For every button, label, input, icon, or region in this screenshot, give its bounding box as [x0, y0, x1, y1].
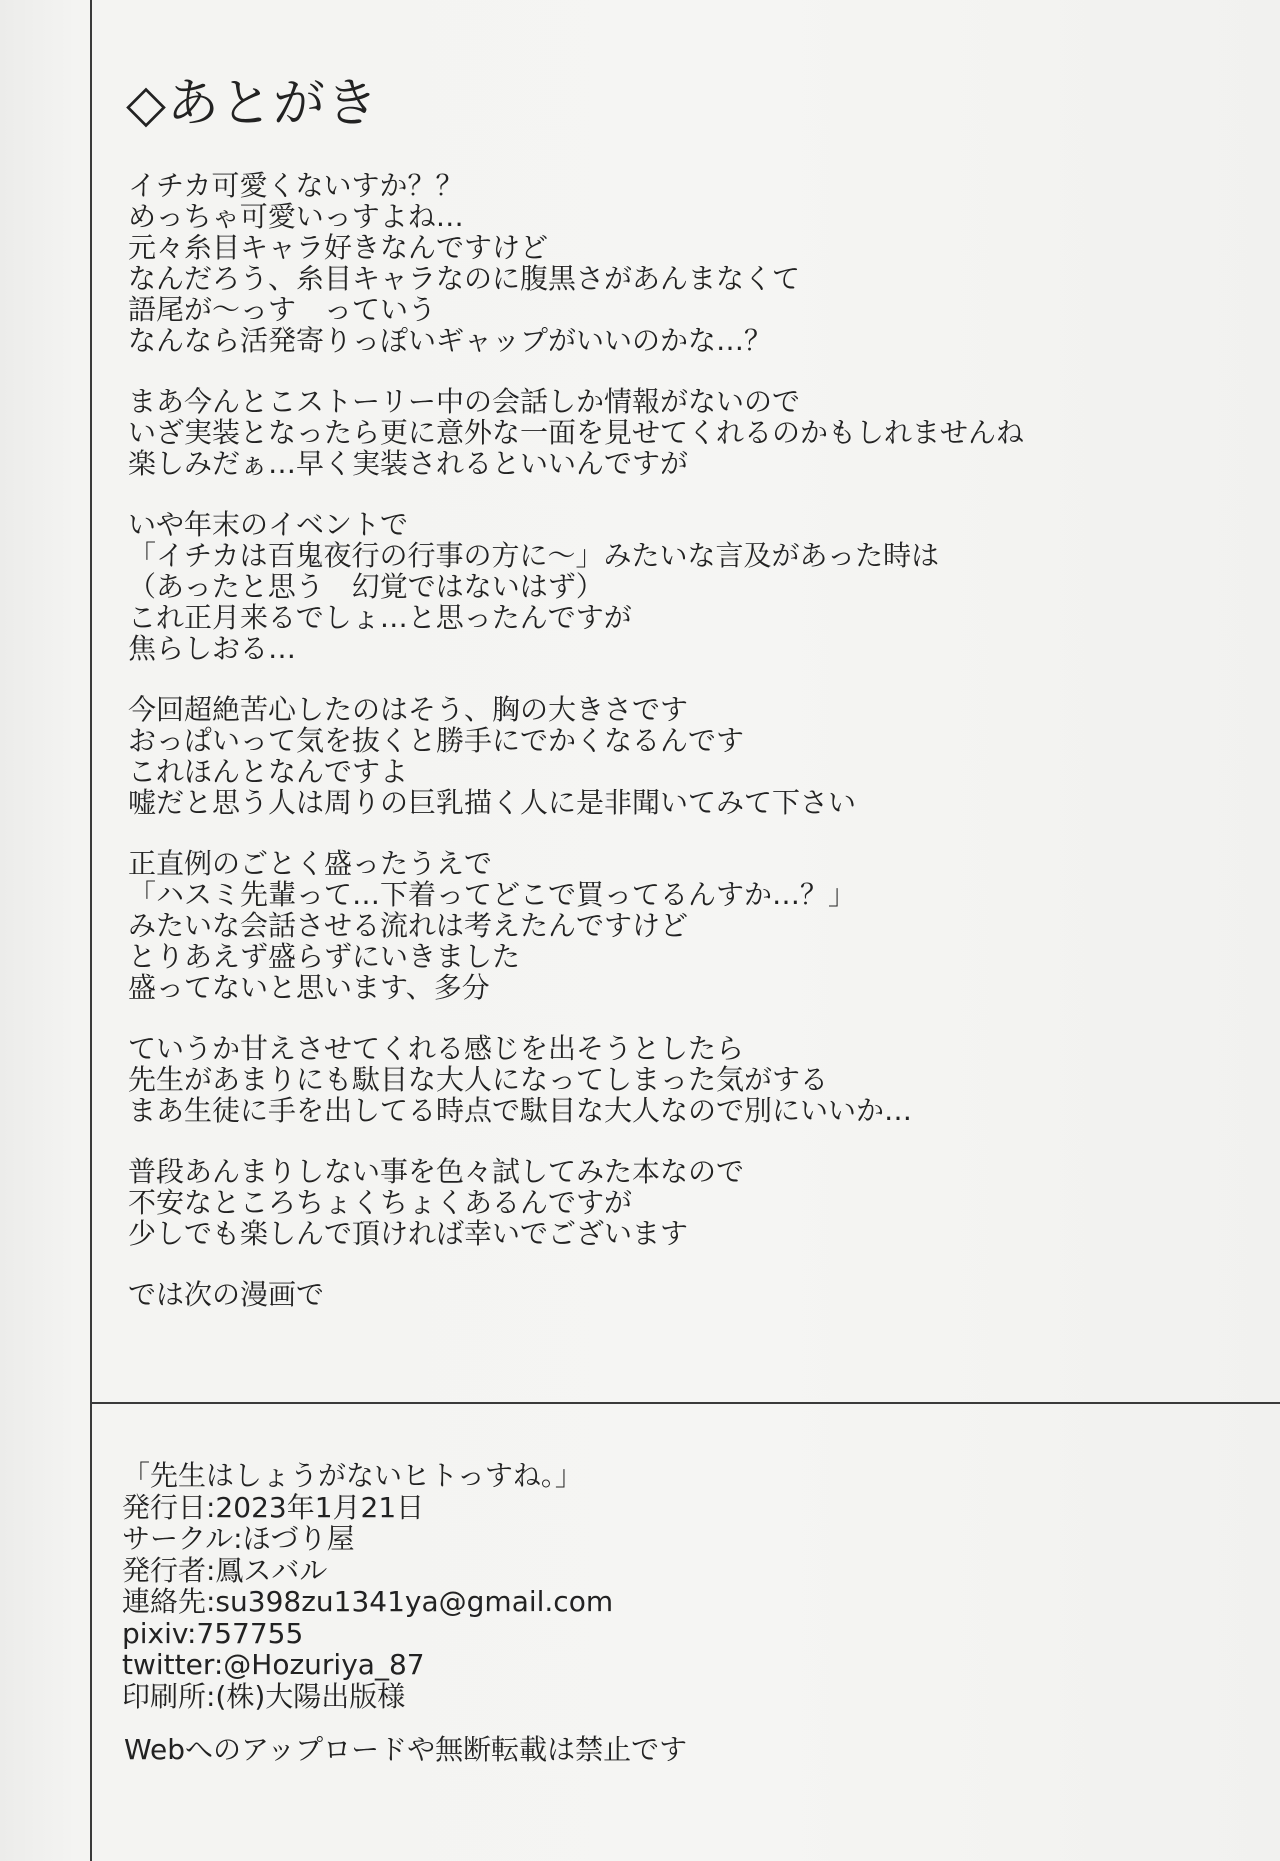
afterword-paragraph [128, 848, 1248, 1003]
afterword-body [128, 170, 1248, 1340]
text-line: 嘘だと思う人は周りの巨乳描く人に是非聞いてみて下さい [128, 786, 857, 819]
text-line: 「ハスミ先輩って…下着ってどこで買ってるんすか…？」 [128, 878, 857, 911]
afterword-paragraph [128, 386, 1248, 479]
colophon [122, 1460, 1222, 1712]
colophon-book-title: 「先生はしょうがないヒトっすね。」 [122, 1459, 583, 1492]
text-line: とりあえず盛らずにいきました [128, 940, 521, 973]
horizontal-rule [90, 1402, 1280, 1404]
text-line: 先生があまりにも駄目な大人になってしまった気がする [128, 1063, 829, 1096]
text-line: まあ生徒に手を出してる時点で駄目な大人なので別にいいか… [128, 1094, 913, 1127]
text-line: イチカ可愛くないすか？？ [128, 169, 464, 202]
afterword-title: ◇あとがき [126, 74, 379, 134]
text-line: いざ実装となったら更に意外な一面を見せてくれるのかもしれませんね [128, 416, 1025, 449]
text-line: 盛ってないと思います、多分 [128, 971, 490, 1004]
text-line: なんなら活発寄りっぽいギャップがいいのかな…？ [128, 324, 773, 357]
colophon-circle: サークル:ほづり屋 [122, 1522, 355, 1555]
colophon-printer: 印刷所:(株)大陽出版様 [122, 1679, 406, 1713]
text-line: いや年末のイベントで [128, 508, 409, 541]
reprint-notice: Webへのアップロードや無断転載は禁止です [124, 1733, 688, 1766]
text-line: めっちゃ可愛いっすよね… [128, 200, 464, 233]
colophon-publish-date: 発行日:2023年1月21日 [122, 1490, 425, 1524]
text-line: 正直例のごとく盛ったうえで [128, 847, 493, 880]
text-line: （あったと思う 幻覚ではないはず） [128, 570, 604, 603]
text-line: 焦らしおる… [128, 632, 297, 665]
text-line: 元々糸目キャラ好きなんですけど [128, 231, 549, 264]
afterword-paragraph [128, 1279, 1248, 1310]
afterword-paragraph [128, 1033, 1248, 1126]
vertical-rule [90, 0, 92, 1861]
colophon-contact: 連絡先:su398zu1341ya@gmail.com [122, 1585, 614, 1618]
colophon-twitter: twitter:@Hozuriya_87 [122, 1648, 425, 1681]
text-line: 少しでも楽しんで頂ければ幸いでございます [128, 1217, 689, 1250]
text-line: ていうか甘えさせてくれる感じを出そうとしたら [128, 1032, 745, 1065]
colophon-pixiv: pixiv:757755 [122, 1616, 304, 1650]
text-line: 普段あんまりしない事を色々試してみた本なので [128, 1155, 745, 1188]
text-line: 楽しみだぁ…早く実装されるといいんですが [128, 447, 689, 480]
text-line: みたいな会話させる流れは考えたんですけど [128, 909, 689, 942]
afterword-paragraph [128, 694, 1248, 818]
text-line: 「イチカは百鬼夜行の行事の方に～」みたいな言及があった時は [128, 539, 940, 572]
text-line: これほんとなんですよ [128, 755, 409, 788]
colophon-publisher: 発行者:鳳スバル [122, 1553, 328, 1587]
afterword-paragraph [128, 170, 1248, 356]
text-line: 語尾が～っす っていう [128, 293, 437, 326]
afterword-paragraph [128, 509, 1248, 664]
text-line: 不安なところちょくちょくあるんですが [128, 1186, 633, 1219]
text-line: 今回超絶苦心したのはそう、胸の大きさです [128, 693, 689, 726]
text-line: おっぱいって気を抜くと勝手にでかくなるんです [128, 724, 745, 757]
text-line: これ正月来るでしょ…と思ったんですが [128, 601, 632, 634]
afterword-paragraph [128, 1156, 1248, 1249]
text-line: まあ今んとこストーリー中の会話しか情報がないので [128, 385, 801, 418]
text-line: では次の漫画で [128, 1278, 325, 1311]
text-line: なんだろう、糸目キャラなのに腹黒さがあんまなくて [128, 262, 801, 295]
